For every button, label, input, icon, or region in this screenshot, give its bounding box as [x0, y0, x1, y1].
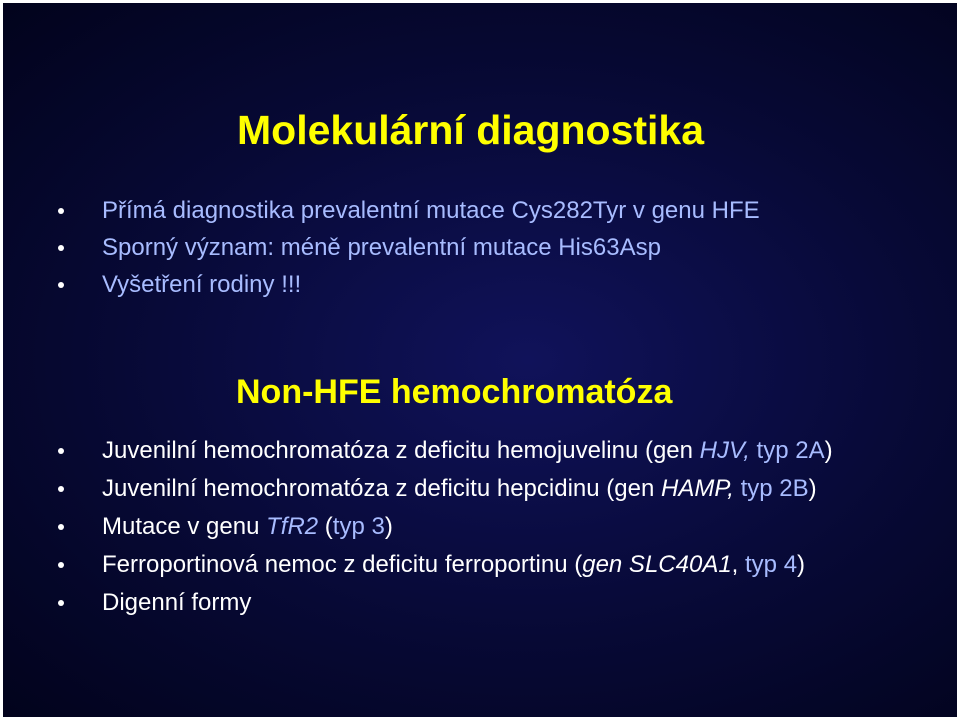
bullet-text: Sporný význam: méně prevalentní mutace His63Asp [102, 234, 661, 261]
gene-name: TfR2 [266, 513, 319, 540]
bullet-text-prefix: Juvenilní hemochromatóza z deficitu hemojuvelinu (gen [102, 437, 700, 464]
bullet-text-suffix: ) [384, 513, 393, 540]
gene-name: gen SLC40A1 [582, 551, 732, 578]
bullet-text-prefix: Ferroportinová nemoc z deficitu ferroportinu ( [102, 551, 583, 578]
bullet-icon [58, 245, 64, 251]
bullet-icon [58, 208, 64, 214]
type-label: typ 2B [733, 475, 809, 502]
bullet-text-suffix: ) [808, 475, 817, 502]
bullet-text-prefix: Juvenilní hemochromatóza z deficitu hepcidinu (gen [102, 475, 661, 502]
gene-name: HAMP, [660, 475, 734, 502]
bullet-text [102, 507, 393, 547]
section-subtitle: Non-HFE hemochromatóza [236, 373, 673, 411]
bullet-text-mid: , [731, 551, 746, 578]
bullet-icon [58, 282, 64, 288]
bullet-icon [58, 448, 64, 454]
bullet-icon [58, 486, 64, 492]
slide-title: Molekulární diagnostika [237, 107, 705, 153]
bullet-text [102, 583, 251, 623]
bullet-text: Vyšetření rodiny !!! [102, 271, 302, 298]
bullet-text [102, 469, 817, 509]
type-label: typ 3 [332, 513, 385, 540]
bullet-text-suffix: ) [824, 437, 833, 464]
bullet-text-prefix: Mutace v genu [102, 513, 267, 540]
gene-name: HJV, [699, 437, 750, 464]
bullet-text-mid: ( [318, 513, 333, 540]
bullet-text-prefix: Digenní formy [102, 589, 252, 616]
bullet-text: Přímá diagnostika prevalentní mutace Cys282Tyr v genu HFE [102, 197, 760, 224]
bullet-text [102, 545, 805, 585]
bullet-text-suffix: ) [797, 551, 806, 578]
bullet-text [102, 431, 833, 471]
bullet-icon [58, 600, 64, 606]
type-label: typ 2A [749, 437, 825, 464]
bullet-icon [58, 562, 64, 568]
type-label: typ 4 [745, 551, 798, 578]
bullet-icon [58, 524, 64, 530]
